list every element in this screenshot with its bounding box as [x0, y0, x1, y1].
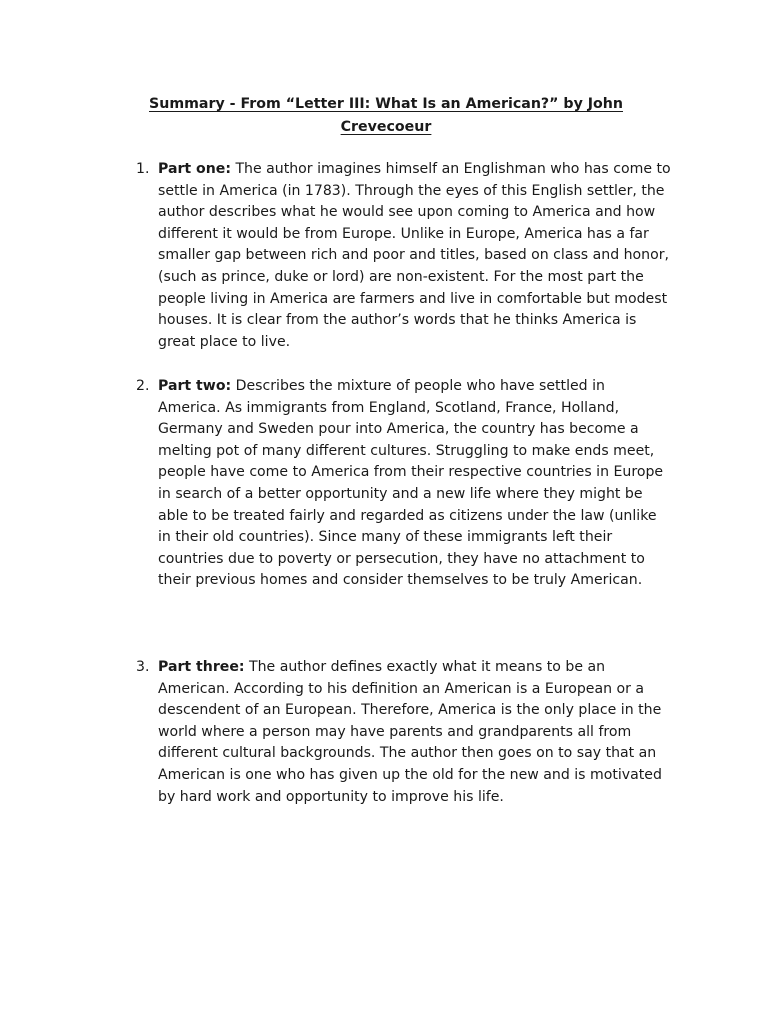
list-item-part-three [136, 657, 672, 808]
list-item-text: Describes the mixture of people who have settled in America. As immigrants from England, Scotland, France, Holland, Germany and Sweden pour into America, the country has become a melting pot of many different cultures. Struggling to make ends meet, people have come to America from their respective countries in Europe in search of a better opportunity and a new life where they might be able to be treated fairly and regarded as citizens under the law (unlike in their old countries). Since many of these immigrants left their countries due to poverty or persecution, they have no attachment to their previous homes and consider themselves to be truly American. [158, 378, 664, 589]
title-line-2: Crevecoeur [340, 119, 432, 135]
list-item-label: Part three: [158, 659, 245, 675]
list-item-text: The author defines exactly what it means to be an American. According to his definition an American is a European or a descendent of an European. Therefore, America is the only place in the world where a person may have parents and grandparents all from different cultural backgrounds. The author then goes on to say that an American is one who has given up the old for the new and is motivated by hard work and opportunity to improve his life. [158, 659, 662, 805]
list-item-body [158, 657, 672, 808]
list-item-part-two [136, 376, 672, 592]
list-item-text: The author imagines himself an Englishman who has come to settle in America (in 1783). Through the eyes of this English settler, the author describes what he would see upon coming to America and how different it would be from Europe. Unlike in Europe, America has a far smaller gap between rich and poor and titles, based on class and honor, (such as prince, duke or lord) are non-existent. For the most part the people living in America are farmers and live in comfortable but modest houses. It is clear from the author’s words that he thinks America is great place to live. [158, 161, 671, 350]
list-item-body [158, 159, 672, 353]
list-item-label: Part two: [158, 378, 232, 394]
document-title [120, 93, 652, 139]
list-item-number: 3. [136, 659, 150, 675]
list-item-part-one [136, 159, 672, 353]
list-item-number: 2. [136, 378, 150, 394]
list-item-label: Part one: [158, 161, 231, 177]
list-item-body [158, 376, 672, 592]
title-line-1: Summary - From “Letter III: What Is an American?” by John [149, 96, 623, 112]
list-item-number: 1. [136, 161, 150, 177]
